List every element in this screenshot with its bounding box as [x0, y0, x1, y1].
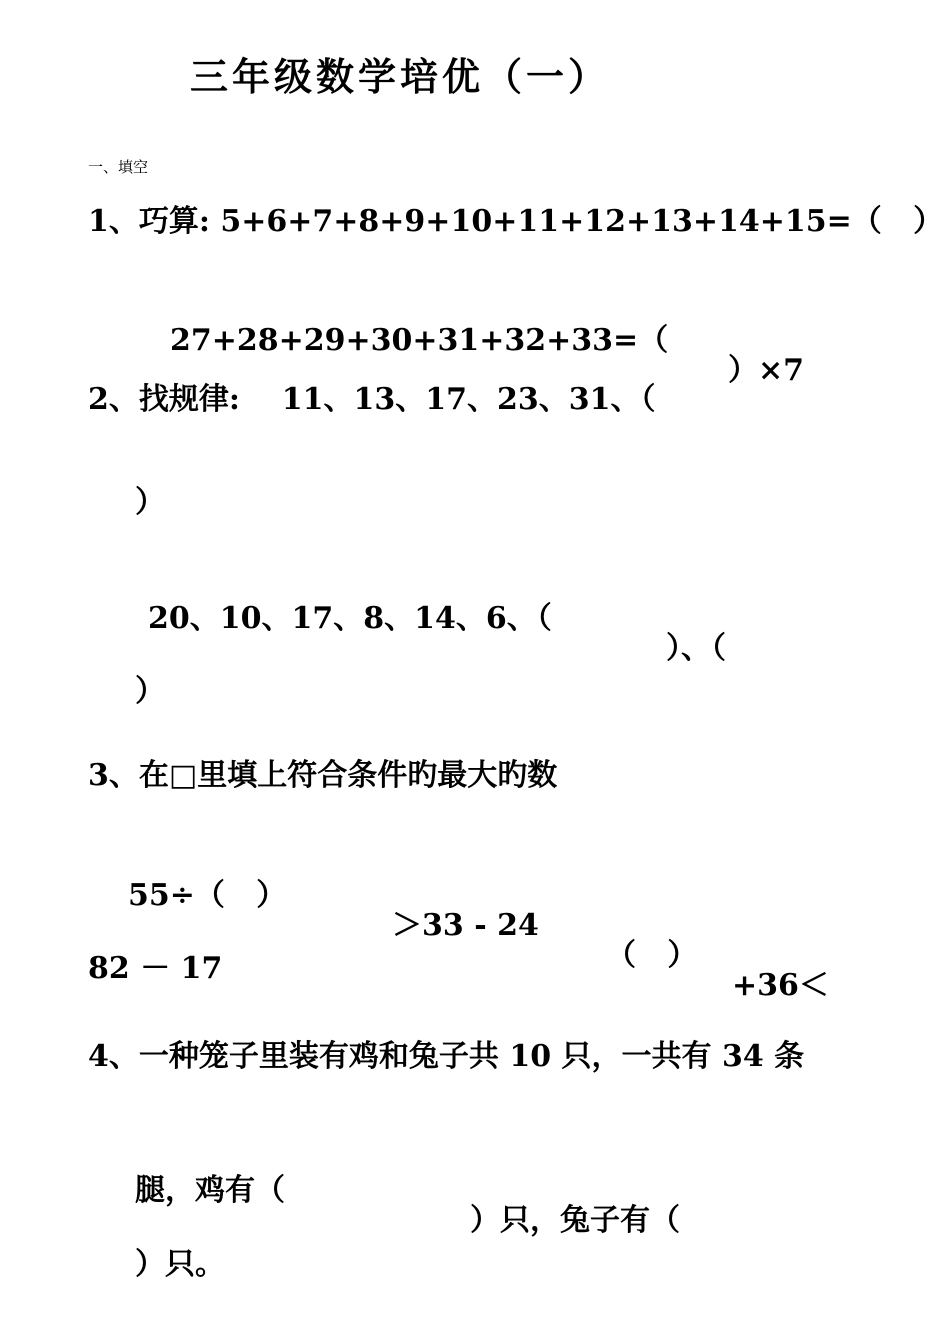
question-4-chicken-prompt: 腿，鸡有（ [135, 1173, 285, 1208]
question-3-line-1: 3、在□里填上符合条件旳最大旳数 [88, 758, 558, 793]
question-4-line-3: ）只。 [135, 1247, 225, 1282]
section-heading: 一、填空 [88, 158, 149, 176]
question-2-line-2: ） [135, 485, 165, 520]
question-3-part-d: +36＜ [732, 968, 829, 1003]
question-2-blank-separator: ）、（ [666, 631, 726, 666]
question-3-part-b: ＞33 - 24 [392, 908, 539, 943]
question-4-rabbit-prompt: ）只，兔子有（ [470, 1203, 680, 1238]
question-1-line-2 [0, 296, 950, 388]
question-1-line-1: 1、巧算: 5+6+7+8+9+10+11+12+13+14+15=（ ） [88, 204, 944, 239]
question-3-part-c: （ ） [606, 938, 698, 973]
question-2-line-3 [0, 574, 950, 666]
page-title: 三年级数学培优（一） [190, 54, 611, 99]
question-2-line-1: 2、找规律: 11、13、17、23、31、（ [88, 382, 656, 417]
question-4-line-2 [0, 1146, 950, 1238]
question-2-line-4: ） [135, 674, 165, 709]
question-4-line-1: 4、一种笼子里装有鸡和兔子共 10 只，一共有 34 条 [88, 1039, 805, 1074]
question-2-sequence: 20、10、17、8、14、6、（ [148, 601, 552, 636]
question-3-part-a: 55÷（ ） [128, 878, 287, 913]
question-3-line-3: 82 － 17 [88, 951, 223, 986]
question-1-expression: 27+28+29+30+31+32+33=（ [170, 323, 669, 358]
question-1-multiplier: ）×7 [728, 353, 805, 388]
